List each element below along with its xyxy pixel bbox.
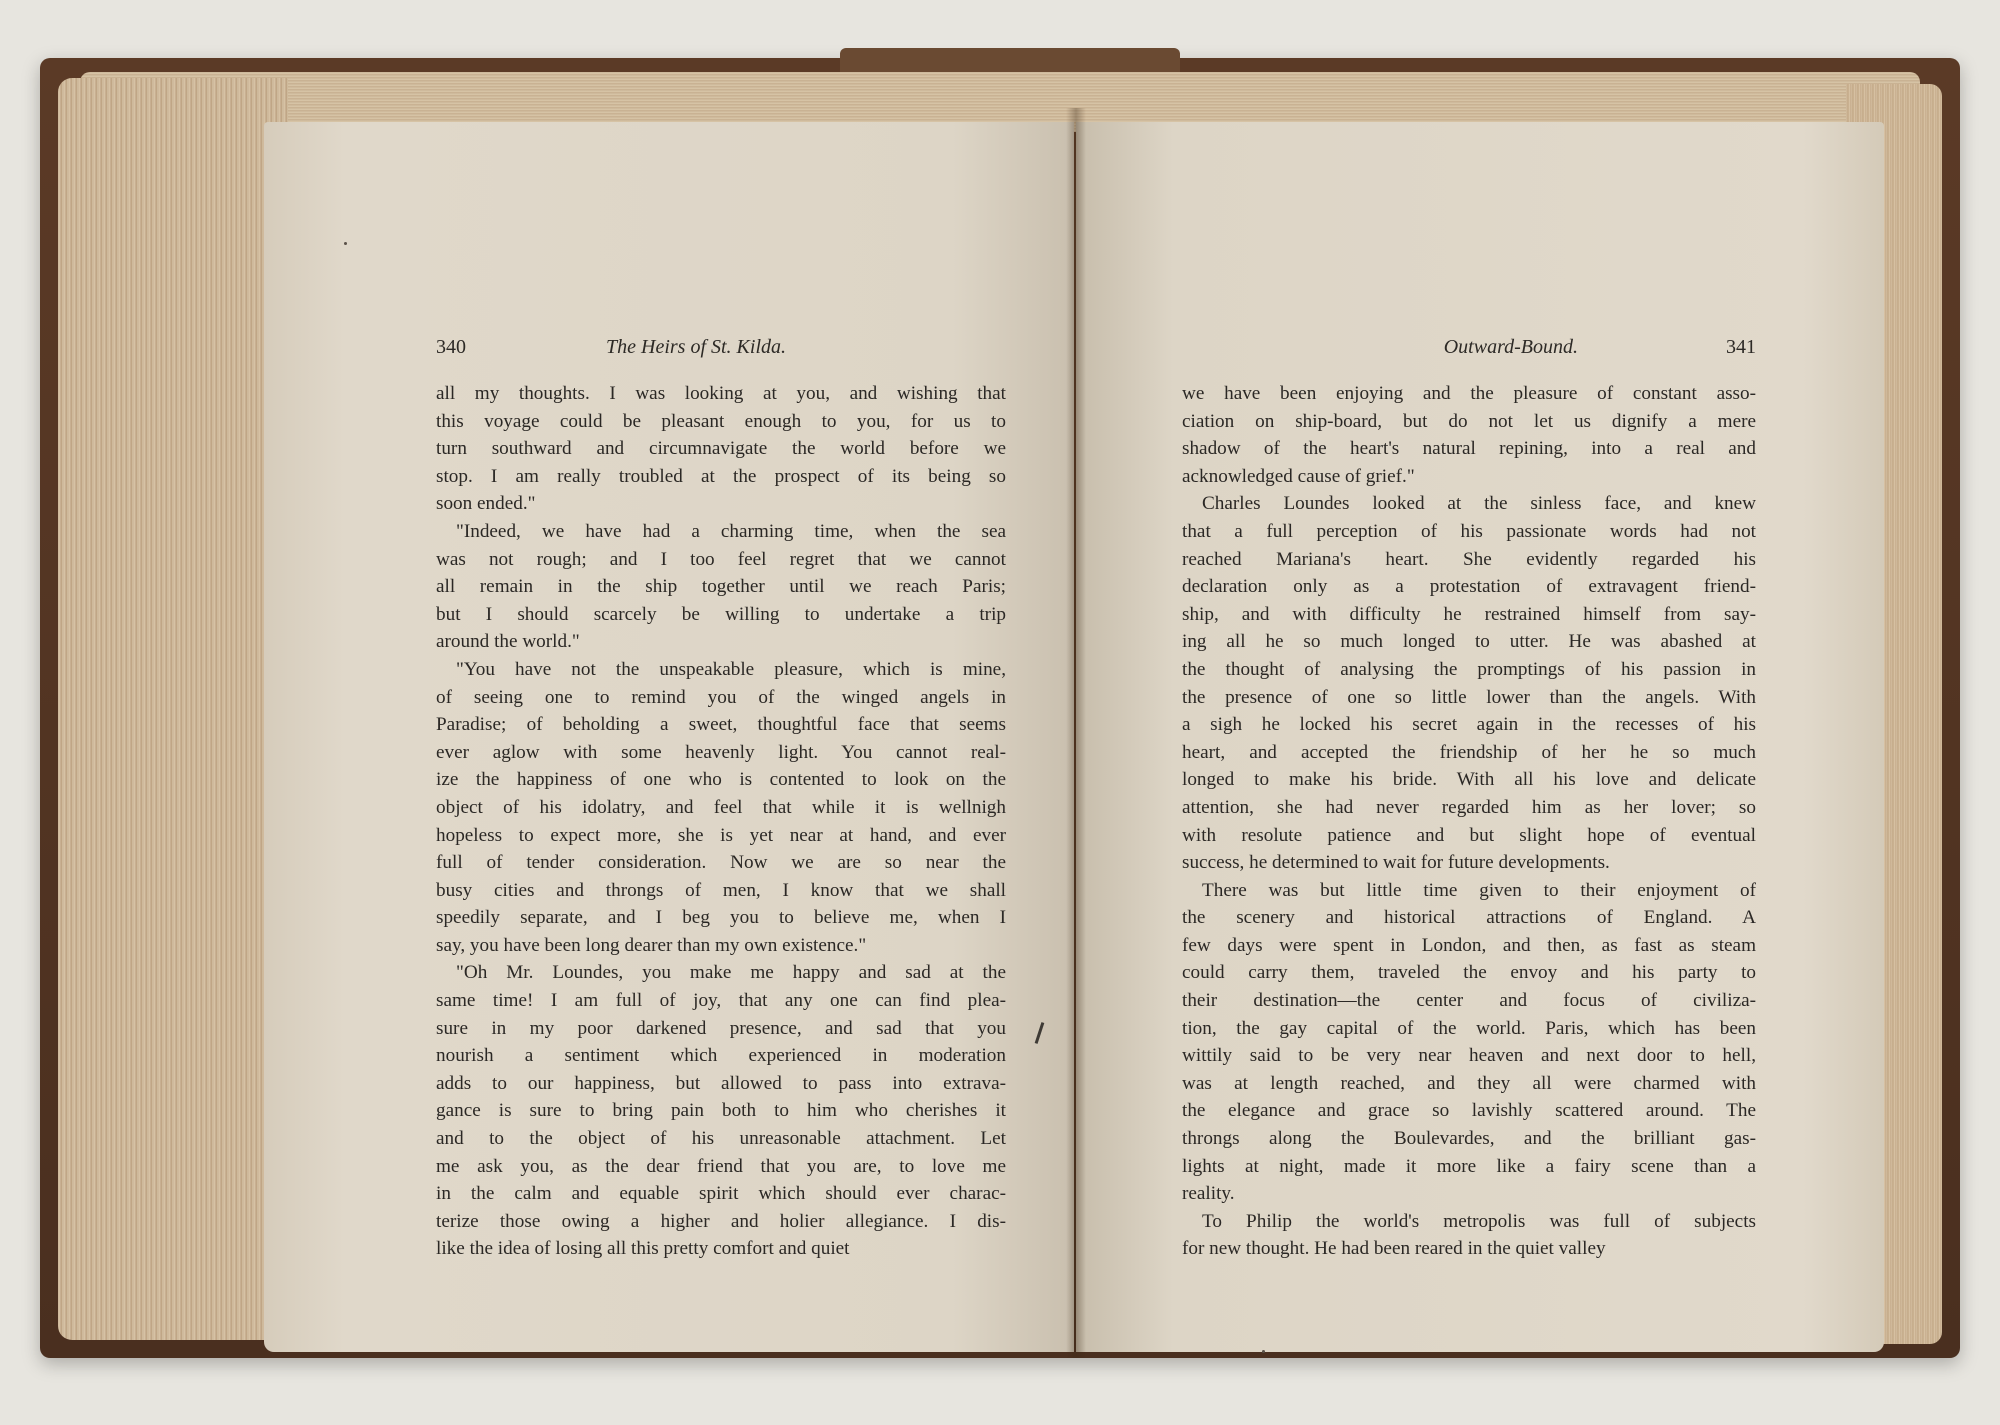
text-line: attention, she had never regarded him as her lover; so xyxy=(1182,796,1756,818)
text-line: gance is sure to bring pain both to him who cherishes it xyxy=(436,1100,1006,1122)
text-line: this voyage could be pleasant enough to you, for us to xyxy=(436,410,1006,432)
text-line: wittily said to be very near heaven and next door to hell, xyxy=(1182,1045,1756,1067)
text-line: the elegance and grace so lavishly scattered around. The xyxy=(1182,1100,1756,1122)
text-line: nourish a sentiment which experienced in moderation xyxy=(436,1045,1006,1067)
text-line: around the world." xyxy=(436,631,580,653)
left-page-text xyxy=(436,380,1006,1263)
open-book xyxy=(40,58,1960,1368)
left-page xyxy=(264,122,1074,1352)
text-line: "Indeed, we have had a charming time, when the sea xyxy=(456,520,1006,542)
text-line: could carry them, traveled the envoy and his party to xyxy=(1182,962,1756,984)
text-line: we have been enjoying and the pleasure of constant asso- xyxy=(1182,383,1756,404)
paper-speck xyxy=(344,242,347,245)
text-line: speedily separate, and I beg you to believe me, when I xyxy=(436,907,1006,929)
text-line: object of his idolatry, and feel that while it is wellnigh xyxy=(436,796,1006,818)
text-line: for new thought. He had been reared in the quiet valley xyxy=(1182,1238,1606,1260)
right-page xyxy=(1076,122,1884,1352)
text-line: ing all he so much longed to utter. He was abashed at xyxy=(1182,631,1756,653)
text-line: that a full perception of his passionate words had not xyxy=(1182,520,1756,542)
text-line: acknowledged cause of grief." xyxy=(1182,465,1415,487)
page-edges-left xyxy=(58,78,288,1340)
text-line: and to the object of his unreasonable attachment. Let xyxy=(436,1128,1006,1150)
text-line: "You have not the unspeakable pleasure, which is mine, xyxy=(456,658,1006,680)
text-line: soon ended." xyxy=(436,493,536,515)
text-line: a sigh he locked his secret again in the recesses of his xyxy=(1182,714,1756,736)
text-line: ize the happiness of one who is contented to look on the xyxy=(436,769,1006,791)
text-line: reached Mariana's heart. She evidently regarded his xyxy=(1182,548,1756,570)
text-line: the presence of one so little lower than the angels. With xyxy=(1182,686,1756,708)
text-line: heart, and accepted the friendship of her he so much xyxy=(1182,741,1756,763)
text-line: There was but little time given to their enjoyment of xyxy=(1202,879,1756,901)
text-line: Paradise; of beholding a sweet, thoughtful face that seems xyxy=(436,714,1006,736)
page-number: 341 xyxy=(1726,336,1756,358)
text-line: sure in my poor darkened presence, and sad that you xyxy=(436,1017,1006,1039)
text-line: hopeless to expect more, she is yet near at hand, and ever xyxy=(436,824,1006,846)
text-line: say, you have been long dearer than my own existence." xyxy=(436,934,867,956)
page-number: 340 xyxy=(436,336,466,358)
text-line: ever aglow with some heavenly light. You cannot real- xyxy=(436,741,1006,763)
running-title: Outward-Bound. xyxy=(1443,336,1578,358)
text-line: same time! I am full of joy, that any one can find plea- xyxy=(436,990,1006,1012)
text-line: their destination—the center and focus of civiliza- xyxy=(1182,990,1756,1012)
text-line: with resolute patience and but slight hope of eventual xyxy=(1182,824,1756,846)
text-line: longed to make his bride. With all his love and delicate xyxy=(1182,769,1756,791)
text-line: lights at night, made it more like a fairy scene than a xyxy=(1182,1155,1756,1177)
text-line: declaration only as a protestation of extravagent friend- xyxy=(1182,576,1756,598)
paper-speck xyxy=(1262,1350,1265,1353)
text-line: like the idea of losing all this pretty comfort and quiet xyxy=(436,1238,850,1260)
text-line: success, he determined to wait for future developments. xyxy=(1182,852,1610,874)
text-line: was at length reached, and they all were charmed with xyxy=(1182,1072,1756,1094)
running-title: The Heirs of St. Kilda. xyxy=(606,336,787,358)
text-line: full of tender consideration. Now we are so near the xyxy=(436,852,1006,874)
text-line: tion, the gay capital of the world. Paris, which has been xyxy=(1182,1017,1756,1039)
text-line: but I should scarcely be willing to undertake a trip xyxy=(436,603,1006,625)
text-line: shadow of the heart's natural repining, into a real and xyxy=(1182,438,1756,460)
text-line: Charles Loundes looked at the sinless face, and knew xyxy=(1202,493,1756,515)
text-line: the thought of analysing the promptings of his passion in xyxy=(1182,658,1756,680)
text-line: "Oh Mr. Loundes, you make me happy and sad at the xyxy=(456,962,1006,984)
text-line: in the calm and equable spirit which should ever charac- xyxy=(436,1183,1006,1205)
text-line: few days were spent in London, and then, as fast as steam xyxy=(1182,934,1756,956)
text-line: the scenery and historical attractions of England. A xyxy=(1182,907,1756,929)
text-line: all my thoughts. I was looking at you, and wishing that xyxy=(436,383,1006,404)
text-line: ship, and with difficulty he restrained himself from say- xyxy=(1182,603,1756,625)
book-gutter xyxy=(1066,108,1086,1358)
text-line: of seeing one to remind you of the winged angels in xyxy=(436,686,1006,708)
right-page-text xyxy=(1182,380,1756,1263)
text-line: all remain in the ship together until we reach Paris; xyxy=(436,576,1006,598)
text-line: terize those owing a higher and holier allegiance. I dis- xyxy=(436,1210,1006,1232)
text-line: adds to our happiness, but allowed to pass into extrava- xyxy=(436,1072,1006,1094)
text-line: To Philip the world's metropolis was full of subjects xyxy=(1202,1210,1756,1232)
text-line: ciation on ship-board, but do not let us dignify a mere xyxy=(1182,410,1756,432)
text-line: stop. I am really troubled at the prospect of its being so xyxy=(436,465,1006,487)
text-line: busy cities and throngs of men, I know that we shall xyxy=(436,879,1006,901)
text-line: turn southward and circumnavigate the world before we xyxy=(436,438,1006,460)
text-line: was not rough; and I too feel regret that we cannot xyxy=(436,548,1006,570)
text-line: me ask you, as the dear friend that you are, to love me xyxy=(436,1155,1006,1177)
text-line: throngs along the Boulevardes, and the brilliant gas- xyxy=(1182,1128,1756,1150)
text-line: reality. xyxy=(1182,1183,1235,1205)
